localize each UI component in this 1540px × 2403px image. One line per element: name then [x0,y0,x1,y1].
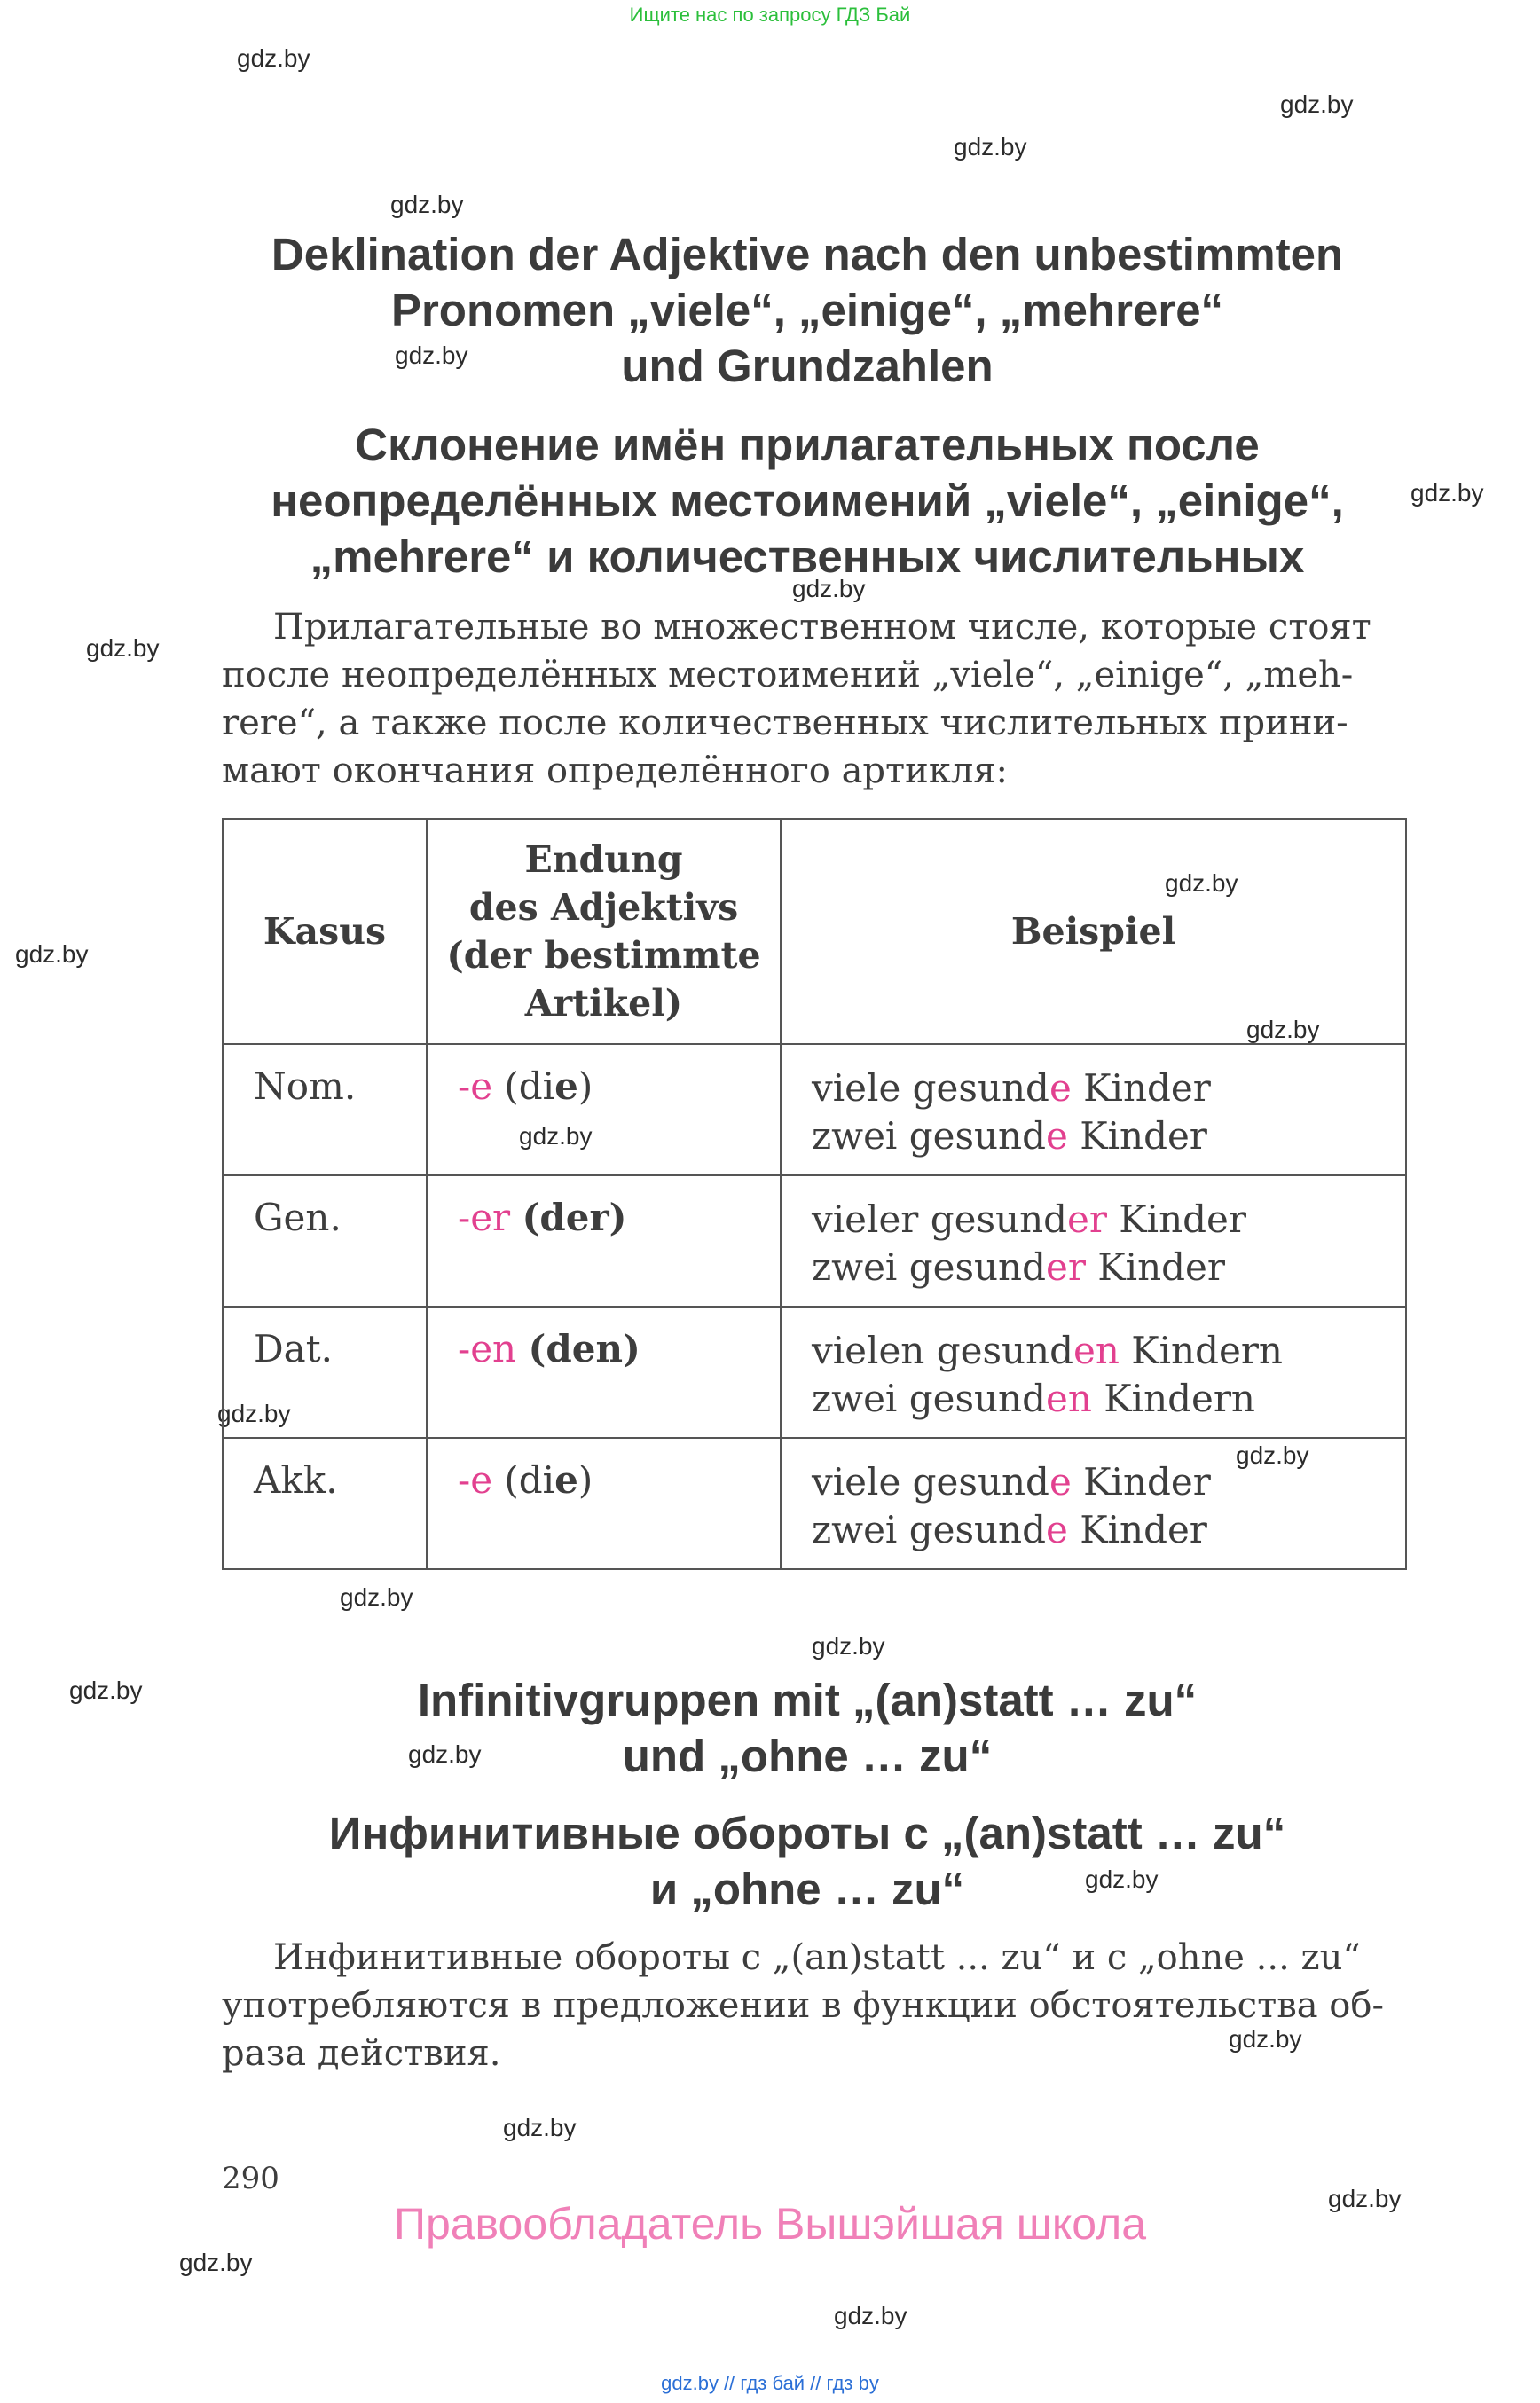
example-line [812,1506,1405,1554]
heading-line: Infinitivgruppen mit „(an)statt … zu“ [417,1675,1198,1725]
article-open: (d [528,1327,572,1370]
example-ending: e [1046,1508,1068,1551]
example-stem: zwei gesund [812,1377,1046,1420]
cell-beispiel [781,1044,1406,1175]
watermark: gdz.by [408,1740,482,1768]
example-ending: er [1067,1198,1107,1241]
example-ending: en [1046,1377,1092,1420]
header-endung-line: Endung [524,838,683,881]
heading-line: Pronomen „viele“, „einige“, „mehrere“ [390,285,1224,335]
watermark: gdz.by [812,1632,885,1660]
watermark: gdz.by [15,940,89,968]
example-noun: Kindern [1091,1377,1255,1420]
section1-title-ru [213,417,1402,585]
paragraph-line: после неопределённых местоимений „viele“, „einige“, „meh- [222,655,1354,695]
article-ending: en [571,1327,623,1370]
watermark: gdz.by [395,342,468,369]
example-noun: Kinder [1106,1198,1246,1241]
watermark: gdz.by [519,1122,593,1150]
example-line [812,1458,1405,1506]
example-noun: Kinder [1067,1508,1207,1551]
cell-endung [427,1044,781,1175]
heading-line: Инфинитивные обороты с „(an)statt … zu“ [328,1808,1286,1858]
watermark: gdz.by [179,2249,253,2276]
header-endung-line: des Adjektivs [468,886,739,929]
article-close: ) [609,1196,627,1239]
heading-line: неопределённых местоимений „viele“, „einige“, [271,475,1344,526]
watermark: gdz.by [503,2114,577,2141]
article-close: ) [578,1458,593,1502]
example-line [812,1064,1405,1112]
example-ending: e [1046,1114,1068,1158]
cell-endung [427,1175,781,1307]
example-noun: Kinder [1067,1114,1207,1158]
watermark: gdz.by [217,1400,291,1427]
example-stem: zwei gesund [812,1114,1046,1158]
top-banner[interactable]: Ищите нас по запросу ГДЗ Бай [629,4,911,26]
table-row [223,1044,1406,1175]
paragraph-line: употребляются в предложении в функции обстоятельства об- [222,1985,1384,2026]
header-beispiel: Beispiel [781,819,1406,1044]
header-endung-line: (der bestimmte [446,934,761,977]
header-endung-line: Artikel) [524,982,683,1025]
watermark: gdz.by [1229,2025,1302,2053]
cell-endung [427,1307,781,1438]
header-kasus: Kasus [223,819,427,1044]
example-stem: viele gesund [812,1460,1049,1504]
table-header-row [223,819,1406,1044]
cell-kasus: Akk. [223,1438,427,1569]
example-noun: Kinder [1071,1460,1211,1504]
example-ending: er [1046,1245,1086,1289]
example-ending: en [1072,1329,1120,1372]
watermark: gdz.by [1085,1865,1159,1893]
watermark: gdz.by [1410,479,1484,507]
example-stem: zwei gesund [812,1508,1046,1551]
table-row [223,1438,1406,1569]
watermark: gdz.by [1165,869,1238,897]
cell-beispiel [781,1175,1406,1307]
example-noun: Kinder [1071,1066,1211,1110]
section1-paragraph [222,603,1407,795]
watermark: gdz.by [834,2302,908,2329]
paragraph-line: Инфинитивные обороты с „(an)statt ... zu“ и с „ohne ... zu“ [273,1937,1361,1978]
article-open: (di [504,1458,555,1502]
watermark: gdz.by [340,1583,413,1611]
paragraph-line: раза действия. [222,2033,501,2074]
watermark: gdz.by [1328,2185,1402,2212]
article-ending: e [554,1064,578,1108]
cell-beispiel [781,1307,1406,1438]
example-ending: e [1049,1460,1072,1504]
cell-kasus: Gen. [223,1175,427,1307]
example-line [812,1327,1405,1375]
cell-kasus: Dat. [223,1307,427,1438]
table-row [223,1175,1406,1307]
article-close: ) [578,1064,593,1108]
example-noun: Kinder [1085,1245,1225,1289]
ending: -e [458,1458,493,1502]
section2-title-de [213,1672,1402,1784]
watermark: gdz.by [954,133,1027,161]
example-stem: zwei gesund [812,1245,1046,1289]
paragraph-line: Прилагательные во множественном числе, которые стоят [273,607,1371,648]
rights-holder: Правообладатель Вышэйшая школа [394,2199,1146,2249]
watermark: gdz.by [1246,1016,1320,1043]
example-ending: e [1049,1066,1072,1110]
declension-table [222,818,1407,1570]
table-row [223,1307,1406,1438]
heading-line: Deklination der Adjektive nach den unbestimmten [271,229,1344,279]
paragraph-line: мают окончания определённого артикля: [222,750,1008,791]
bottom-links[interactable]: gdz.by // гдз бай // гдз by [661,2372,879,2394]
section2-title-ru [213,1805,1402,1917]
example-stem: vielen gesund [812,1329,1073,1372]
ending: -er [458,1196,511,1239]
article-open: (di [504,1064,555,1108]
cell-endung [427,1438,781,1569]
article-close: ) [622,1327,640,1370]
watermark: gdz.by [237,44,310,72]
article-ending: e [554,1458,578,1502]
heading-line: „mehrere“ и количественных числительных [310,531,1305,582]
page-number: 290 [222,2161,279,2196]
heading-line: и „ohne … zu“ [649,1864,965,1914]
watermark: gdz.by [86,634,160,662]
cell-kasus: Nom. [223,1044,427,1175]
article-open: (d [522,1196,566,1239]
example-noun: Kindern [1119,1329,1283,1372]
section2-paragraph [222,1934,1407,2077]
header-endung [427,819,781,1044]
example-line [812,1196,1405,1244]
example-line [812,1375,1405,1423]
example-stem: viele gesund [812,1066,1049,1110]
watermark: gdz.by [792,575,866,602]
cell-beispiel [781,1438,1406,1569]
example-line [812,1112,1405,1160]
article-ending: er [565,1196,609,1239]
example-line [812,1244,1405,1292]
heading-line: und Grundzahlen [621,341,994,391]
watermark: gdz.by [390,191,464,218]
watermark: gdz.by [1236,1441,1309,1469]
ending: -en [458,1327,517,1370]
watermark: gdz.by [69,1677,143,1704]
watermark: gdz.by [1280,90,1354,118]
example-stem: vieler gesund [812,1198,1068,1241]
section1-title-de [213,226,1402,394]
paragraph-line: rere“, а также после количественных числительных прини- [222,703,1348,743]
ending: -e [458,1064,493,1108]
heading-line: und „ohne … zu“ [622,1731,993,1781]
heading-line: Склонение имён прилагательных после [355,420,1260,470]
